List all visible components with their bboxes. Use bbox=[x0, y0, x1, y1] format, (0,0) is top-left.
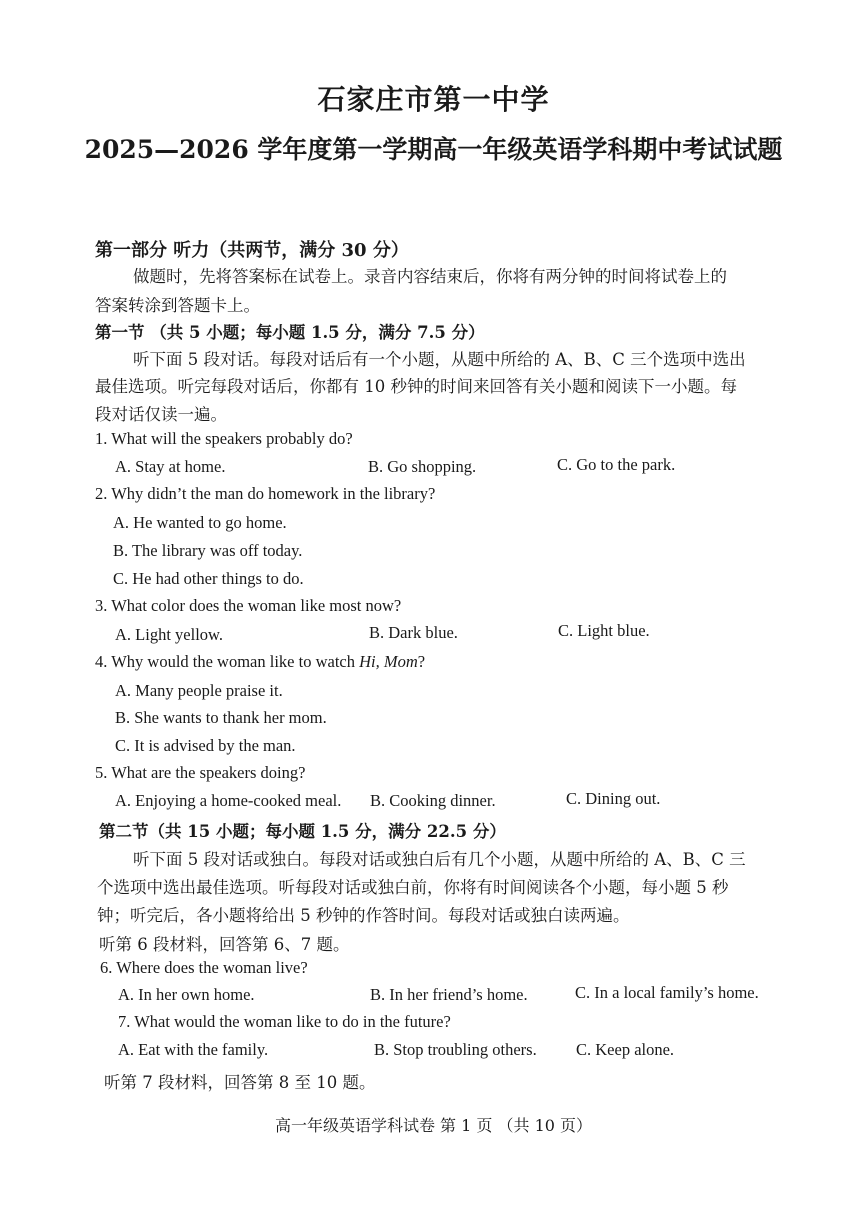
question-5-option-a: A. Enjoying a home-cooked meal. bbox=[115, 791, 342, 810]
school-name: 石家庄市第一中学 bbox=[317, 83, 550, 116]
question-6-stem: 6. Where does the woman live? bbox=[100, 958, 308, 977]
material-7-instruction: 听第 7 段材料，回答第 8 至 10 题。 bbox=[104, 1073, 376, 1092]
exam-title: 2025—2026 学年度第一学期高一年级英语学科期中考试试题 bbox=[84, 135, 783, 164]
section2-instruction-line2: 个选项中选出最佳选项。听每段对话或独白前，你将有时间阅读各个小题，每小题 5 秒 bbox=[97, 878, 729, 897]
question-1-option-a: A. Stay at home. bbox=[115, 457, 226, 476]
section2-instruction-line3: 钟；听完后，各小题将给出 5 秒钟的作答时间。每段对话或独白读两遍。 bbox=[97, 906, 630, 925]
question-4-option-b: B. She wants to thank her mom. bbox=[115, 708, 327, 727]
question-7-option-a: A. Eat with the family. bbox=[118, 1040, 269, 1059]
question-2-option-a: A. He wanted to go home. bbox=[113, 513, 287, 532]
question-2-option-b: B. The library was off today. bbox=[113, 541, 303, 560]
part1-instruction-line1: 做题时，先将答案标在试卷上。录音内容结束后，你将有两分钟的时间将试卷上的 bbox=[133, 267, 727, 286]
question-4-option-a: A. Many people praise it. bbox=[115, 681, 283, 700]
part1-heading: 第一部分 听力（共两节，满分 30 分） bbox=[95, 240, 409, 261]
section1-heading: 第一节 （共 5 小题；每小题 1.5 分，满分 7.5 分） bbox=[95, 323, 485, 342]
part1-instruction-line2: 答案转涂到答题卡上。 bbox=[95, 296, 260, 315]
question-1-option-c: C. Go to the park. bbox=[557, 455, 676, 474]
question-6-option-b: B. In her friend’s home. bbox=[370, 985, 528, 1004]
question-7-stem: 7. What would the woman like to do in the future? bbox=[118, 1012, 451, 1031]
section1-instruction-line2: 最佳选项。听完每段对话后，你都有 10 秒钟的时间来回答有关小题和阅读下一小题。每 bbox=[95, 377, 737, 396]
question-3-option-a: A. Light yellow. bbox=[115, 625, 223, 644]
question-6-option-a: A. In her own home. bbox=[118, 985, 255, 1004]
question-1-stem: 1. What will the speakers probably do? bbox=[95, 429, 353, 448]
question-3-option-c: C. Light blue. bbox=[558, 621, 650, 640]
question-4-option-c: C. It is advised by the man. bbox=[115, 736, 296, 755]
question-4-stem-pre: 4. Why would the woman like to watch bbox=[95, 652, 360, 671]
question-7-option-c: C. Keep alone. bbox=[576, 1040, 675, 1059]
question-1-option-b: B. Go shopping. bbox=[368, 457, 477, 476]
question-4-stem-title: Hi, Mom bbox=[359, 652, 418, 671]
question-5-option-c: C. Dining out. bbox=[566, 789, 661, 808]
question-6-option-c: C. In a local family’s home. bbox=[575, 983, 759, 1002]
question-7-option-b: B. Stop troubling others. bbox=[374, 1040, 537, 1059]
question-2-stem: 2. Why didn’t the man do homework in the library? bbox=[95, 484, 436, 503]
section2-instruction-line1: 听下面 5 段对话或独白。每段对话或独白后有几个小题，从题中所给的 A、B、C 三 bbox=[133, 850, 746, 869]
question-5-option-b: B. Cooking dinner. bbox=[370, 791, 496, 810]
question-4-stem bbox=[95, 652, 425, 672]
section1-instruction-line3: 段对话仅读一遍。 bbox=[95, 405, 227, 424]
material-6-instruction: 听第 6 段材料，回答第 6、7 题。 bbox=[99, 935, 350, 954]
question-4-stem-post: ? bbox=[417, 652, 426, 671]
question-5-stem: 5. What are the speakers doing? bbox=[95, 763, 306, 782]
page-footer: 高一年级英语学科试卷 第 1 页 （共 10 页） bbox=[274, 1116, 593, 1135]
question-3-stem: 3. What color does the woman like most now? bbox=[95, 596, 402, 615]
section2-heading: 第二节（共 15 小题；每小题 1.5 分，满分 22.5 分） bbox=[99, 822, 506, 841]
question-2-option-c: C. He had other things to do. bbox=[113, 569, 304, 588]
section1-instruction-line1: 听下面 5 段对话。每段对话后有一个小题，从题中所给的 A、B、C 三个选项中选出 bbox=[133, 350, 746, 369]
question-3-option-b: B. Dark blue. bbox=[369, 623, 458, 642]
